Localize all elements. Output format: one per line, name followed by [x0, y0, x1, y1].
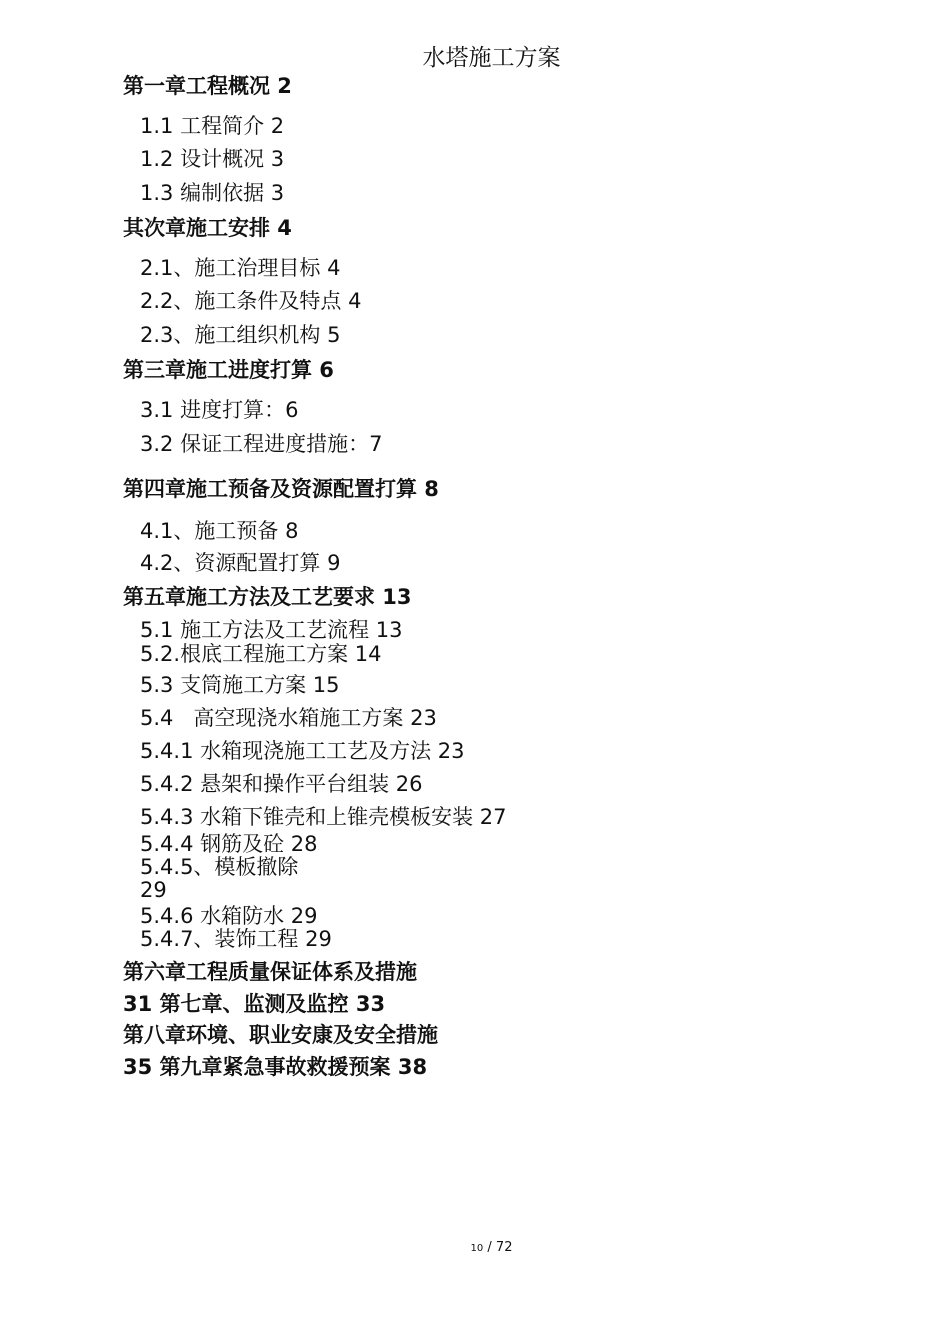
toc-section-5-4-4: 5.4.4 钢筋及砼 28 — [140, 832, 318, 856]
toc-chapter-8: 第八章环境、职业安康及安全措施 — [123, 1023, 438, 1047]
toc-chapter-6: 第六章工程质量保证体系及措施 — [123, 960, 417, 984]
toc-section-2-3: 2.3、施工组织机构 5 — [140, 323, 341, 347]
toc-chapter-4: 第四章施工预备及资源配置打算 8 — [123, 477, 439, 501]
toc-section-5-4-5-page: 29 — [140, 878, 167, 902]
toc-chapter-1: 第一章工程概况 2 — [123, 74, 292, 98]
toc-section-2-2: 2.2、施工条件及特点 4 — [140, 289, 362, 313]
toc-section-1-3: 1.3 编制依据 3 — [140, 181, 285, 205]
toc-chapter-9: 35 第九章紧急事故救援预案 38 — [123, 1055, 428, 1079]
toc-section-1-2: 1.2 设计概况 3 — [140, 147, 285, 171]
toc-section-5-4: 5.4 高空现浇水箱施工方案 23 — [140, 706, 437, 730]
toc-chapter-7: 31 第七章、监测及监控 33 — [123, 992, 386, 1016]
current-page-number: 10 — [470, 1243, 484, 1254]
toc-section-4-2: 4.2、资源配置打算 9 — [140, 551, 341, 575]
toc-section-4-1: 4.1、施工预备 8 — [140, 519, 299, 543]
toc-section-5-4-2: 5.4.2 悬架和操作平台组装 26 — [140, 772, 423, 796]
toc-section-3-1: 3.1 进度打算：6 — [140, 398, 299, 422]
toc-section-2-1: 2.1、施工治理目标 4 — [140, 256, 341, 280]
toc-chapter-3: 第三章施工进度打算 6 — [123, 358, 334, 382]
toc-chapter-2: 其次章施工安排 4 — [123, 216, 292, 240]
toc-section-5-4-7: 5.4.7、装饰工程 29 — [140, 927, 332, 951]
total-pages: 72 — [495, 1240, 513, 1255]
toc-section-3-2: 3.2 保证工程进度措施：7 — [140, 432, 383, 456]
toc-section-5-4-5: 5.4.5、模板撤除 — [140, 855, 299, 879]
toc-section-5-4-1: 5.4.1 水箱现浇施工工艺及方法 23 — [140, 739, 465, 763]
toc-section-5-4-6: 5.4.6 水箱防水 29 — [140, 904, 318, 928]
toc-section-5-1: 5.1 施工方法及工艺流程 13 — [140, 618, 403, 642]
page-separator: / — [483, 1240, 496, 1255]
toc-section-5-3: 5.3 支筒施工方案 15 — [140, 673, 340, 697]
toc-section-1-1: 1.1 工程简介 2 — [140, 114, 285, 138]
toc-section-5-4-3: 5.4.3 水箱下锥壳和上锥壳模板安装 27 — [140, 805, 507, 829]
toc-chapter-5: 第五章施工方法及工艺要求 13 — [123, 585, 412, 609]
page-footer — [0, 1240, 950, 1257]
toc-section-5-2: 5.2.根底工程施工方案 14 — [140, 642, 382, 666]
page-title: 水塔施工方案 — [422, 45, 561, 71]
